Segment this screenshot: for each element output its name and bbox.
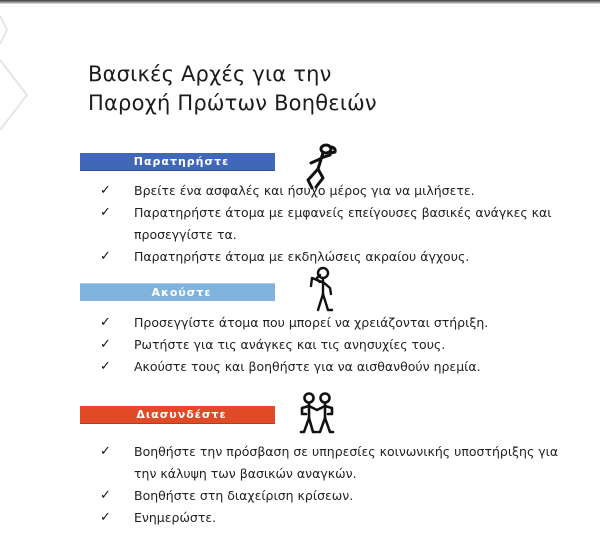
list-item-text: Βρείτε ένα ασφαλές και ήσυχο μέρος για να μιλήσετε.: [134, 183, 475, 198]
person-listening-icon: [306, 266, 342, 312]
list-item-text: Παρατηρήστε άτομα με εκδηλώσεις ακραίου άγχους.: [134, 249, 470, 264]
list-item-text: Βοηθήστε στη διαχείριση κρίσεων.: [134, 488, 354, 503]
list-item: [100, 180, 560, 202]
list-item: [100, 334, 560, 356]
list-item-text: Βοηθήστε την πρόσβαση σε υπηρεσίες κοινωνικής υποστήριξης για την κάλυψη των βασικών αναγκών.: [134, 444, 559, 481]
list-item-text: Ακούστε τους και βοηθήστε για να αισθανθούν ηρεμία.: [134, 359, 481, 374]
page-top-edge: [0, 0, 600, 4]
list-link: [100, 441, 560, 529]
check-icon: ✓: [100, 183, 111, 198]
page-title-line-1: Βασικές Αρχές για την: [88, 62, 332, 86]
check-icon: ✓: [100, 337, 111, 352]
check-icon: ✓: [100, 315, 111, 330]
list-item-text: Ενημερώστε.: [134, 510, 217, 525]
page-title-line-2: Παροχή Πρώτων Βοηθειών: [88, 91, 377, 115]
list-observe: [100, 180, 560, 268]
list-listen: [100, 312, 560, 378]
check-icon: ✓: [100, 488, 111, 503]
page-title: [88, 60, 377, 118]
two-people-icon: [298, 392, 338, 434]
section-label-link: Διασυνδέστε: [136, 408, 227, 421]
chevron-decoration: [0, 0, 40, 140]
list-item: [100, 246, 560, 268]
list-item-text: Προσεγγίστε άτομα που μπορεί να χρειάζονται στήριξη.: [134, 315, 489, 330]
section-label-listen: Ακούστε: [151, 286, 212, 299]
check-icon: ✓: [100, 510, 111, 525]
list-item: [100, 441, 560, 485]
list-item: [100, 485, 560, 507]
check-icon: ✓: [100, 359, 111, 374]
list-item-text: Ρωτήστε για τις ανάγκες και τις ανησυχίες τους.: [134, 337, 446, 352]
list-item: [100, 312, 560, 334]
section-label-observe: Παρατηρήστε: [133, 155, 230, 168]
section-header-listen: [80, 283, 275, 301]
list-item: [100, 202, 560, 246]
check-icon: ✓: [100, 205, 111, 220]
check-icon: ✓: [100, 249, 111, 264]
list-item: [100, 356, 560, 378]
list-item-text: Παρατηρήστε άτομα με εμφανείς επείγουσες βασικές ανάγκες και προσεγγίστε τα.: [134, 205, 552, 242]
list-item: [100, 507, 560, 529]
check-icon: ✓: [100, 444, 111, 459]
section-header-observe: [80, 153, 275, 171]
section-header-link: [80, 406, 275, 424]
